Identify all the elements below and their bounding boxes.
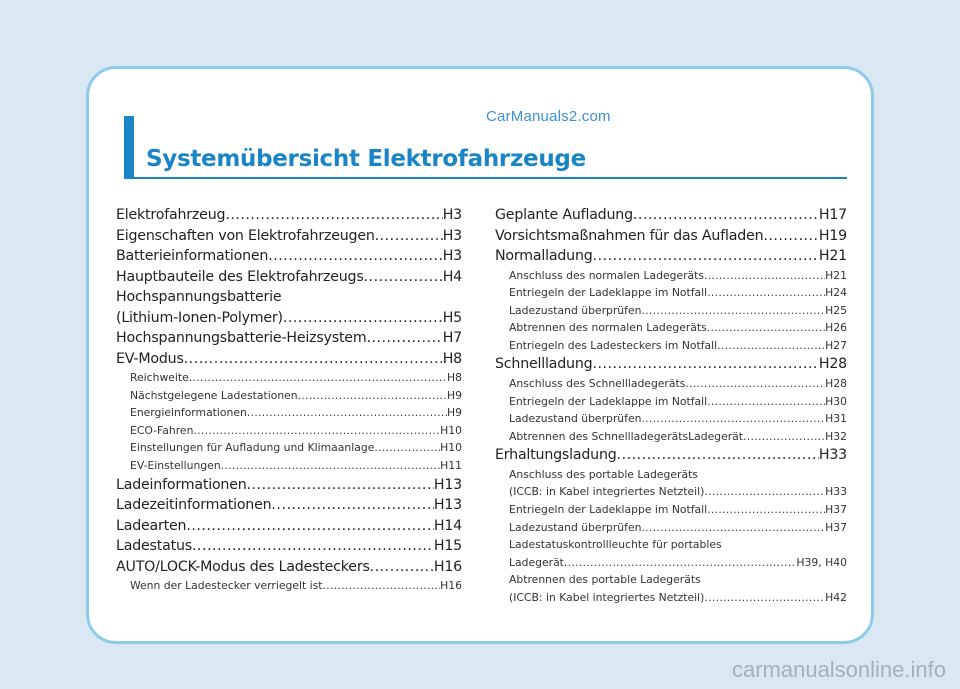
toc-dot-leader	[375, 226, 443, 247]
toc-entry-label: Hauptbauteile des Elektrofahrzeugs	[116, 268, 364, 285]
toc-entry-label: Nächstgelegene Ladestationen	[130, 388, 298, 402]
toc-dot-leader	[374, 439, 440, 457]
toc-subentry[interactable]	[116, 369, 462, 387]
toc-entry[interactable]	[495, 354, 847, 375]
toc-subentry[interactable]	[116, 387, 462, 405]
toc-entry-label: Anschluss des normalen Ladegeräts	[509, 268, 704, 282]
toc-dot-leader	[704, 483, 825, 501]
toc-entry-label: Ladearten	[116, 517, 187, 534]
toc-left-column	[116, 205, 462, 595]
toc-subentry[interactable]	[495, 319, 847, 337]
toc-entry-label: Ladezustand überprüfen	[509, 303, 642, 317]
toc-page-number: H30	[825, 394, 847, 408]
toc-dot-leader	[271, 495, 433, 516]
toc-subentry[interactable]	[495, 428, 847, 446]
toc-subentry[interactable]	[495, 284, 847, 302]
toc-page-number: H4	[442, 268, 462, 285]
toc-entry-label: Hochspannungsbatterie-Heizsystem	[116, 330, 367, 346]
watermark-top: CarManuals2.com	[486, 108, 611, 125]
toc-entry[interactable]	[116, 246, 462, 267]
toc-dot-leader	[189, 369, 447, 387]
toc-subentry[interactable]	[116, 422, 462, 440]
toc-entry[interactable]	[495, 226, 847, 247]
toc-page-number: H39, H40	[796, 555, 847, 569]
toc-entry-label: Ladezustand überprüfen	[509, 412, 642, 426]
toc-page-number: H3	[442, 207, 462, 223]
toc-entry-label: Schnellladung	[495, 356, 593, 373]
toc-entry-label: (ICCB: in Kabel integriertes Netzteil)	[509, 591, 705, 604]
toc-entry-label: Batterieinformationen	[116, 248, 269, 264]
toc-entry-label: AUTO/LOCK-Modus des Ladesteckers	[116, 558, 370, 575]
toc-entry[interactable]	[116, 308, 462, 329]
toc-entry-label: EV-Modus	[116, 350, 184, 367]
toc-entry[interactable]	[116, 328, 462, 349]
toc-entry-label: (Lithium-Ionen-Polymer)	[116, 309, 283, 326]
toc-page-number: H9	[447, 388, 462, 402]
toc-subentry[interactable]	[495, 410, 847, 428]
toc-entry[interactable]	[116, 516, 462, 537]
toc-page-number: H26	[825, 321, 847, 335]
watermark-bottom: carmanualsonline.info	[731, 657, 946, 682]
toc-subentry[interactable]	[495, 393, 847, 411]
toc-dot-leader	[633, 205, 819, 226]
toc-page-number: H16	[433, 558, 462, 575]
toc-dot-leader	[247, 404, 447, 422]
toc-page-number: H27	[825, 338, 847, 352]
toc-page-number: H37	[825, 520, 847, 534]
toc-page-number: H15	[433, 538, 462, 555]
toc-dot-leader	[593, 246, 819, 267]
toc-dot-leader	[283, 308, 443, 329]
toc-entry[interactable]	[116, 495, 462, 516]
toc-dot-leader	[707, 284, 825, 302]
toc-dot-leader	[225, 205, 442, 226]
toc-entry-label: Entriegeln des Ladesteckers im Notfall	[509, 338, 718, 352]
toc-dot-leader	[641, 302, 825, 320]
toc-subentry[interactable]	[495, 519, 847, 537]
toc-page-number: H13	[433, 476, 462, 493]
toc-dot-leader	[364, 267, 443, 288]
toc-dot-leader	[707, 501, 825, 519]
toc-entry-label: Abtrennen des SchnellladegerätsLadegerät	[509, 429, 744, 443]
toc-subentry[interactable]	[495, 267, 847, 285]
toc-page-number: H8	[442, 350, 462, 367]
toc-page-number: H5	[442, 309, 462, 326]
toc-subentry[interactable]	[495, 483, 847, 501]
toc-page-number: H3	[442, 227, 462, 244]
toc-page-number: H32	[825, 429, 847, 443]
toc-dot-leader	[298, 387, 447, 405]
toc-page-number: H28	[825, 376, 847, 390]
toc-dot-leader	[685, 375, 825, 393]
toc-page-number: H37	[825, 503, 847, 517]
toc-page-number: H11	[440, 458, 462, 472]
toc-dot-leader	[717, 337, 825, 355]
toc-page-number: H10	[440, 423, 462, 437]
toc-entry-label: Erhaltungsladung	[495, 447, 617, 464]
toc-page-number: H25	[825, 303, 847, 317]
toc-entry-label: Ladezustand überprüfen	[509, 520, 642, 534]
toc-entry-label: Einstellungen für Aufladung und Klimaanlage	[130, 441, 375, 455]
toc-page-number: H42	[825, 591, 847, 604]
toc-entry-label: Eigenschaften von Elektrofahrzeugen	[116, 227, 375, 244]
toc-subentry[interactable]	[116, 404, 462, 422]
toc-dot-leader	[704, 589, 825, 607]
toc-subentry[interactable]	[116, 457, 462, 475]
toc-page-number: H19	[818, 227, 847, 244]
toc-page-number: H14	[433, 517, 462, 534]
toc-right-column	[495, 205, 847, 607]
toc-dot-leader	[323, 577, 441, 595]
toc-entry[interactable]	[116, 267, 462, 288]
toc-dot-leader	[617, 445, 819, 466]
toc-entry-label: Energieinformationen	[130, 406, 247, 420]
toc-page-number: H13	[433, 497, 462, 514]
toc-page-number: H10	[440, 441, 462, 455]
toc-entry[interactable]	[116, 475, 462, 496]
toc-subentry[interactable]	[495, 501, 847, 519]
toc-dot-leader	[192, 536, 434, 557]
toc-entry-label: Ladestatuskontrollleuchte für portables	[509, 538, 722, 552]
toc-entry-label: Normalladung	[495, 248, 593, 264]
toc-entry-label: Entriegeln der Ladeklappe im Notfall	[509, 286, 708, 300]
toc-page-number: H24	[825, 286, 847, 300]
toc-entry[interactable]	[116, 205, 462, 226]
title-divider	[124, 177, 847, 179]
toc-entry[interactable]	[116, 226, 462, 247]
page-title: Systemübersicht Elektrofahrzeuge	[146, 146, 586, 172]
toc-page-number: H21	[818, 248, 847, 264]
toc-entry-label: Abtrennen des normalen Ladegeräts	[509, 321, 707, 335]
toc-entry-label: Vorsichtsmaßnahmen für das Aufladen	[495, 227, 764, 244]
toc-entry-label: Ladegerät	[509, 555, 564, 569]
toc-entry-label: Abtrennen des portable Ladegeräts	[509, 573, 701, 587]
toc-page-number: H28	[818, 356, 847, 373]
toc-entry[interactable]	[495, 445, 847, 466]
toc-dot-leader	[564, 554, 796, 572]
toc-page-number: H31	[825, 412, 847, 426]
toc-dot-leader	[370, 557, 434, 578]
toc-page-number: H3	[442, 248, 462, 264]
toc-dot-leader	[641, 410, 825, 428]
toc-dot-leader	[707, 319, 825, 337]
toc-page-number: H16	[440, 579, 462, 593]
toc-page-number: H7	[442, 330, 462, 346]
toc-entry-label: Ladestatus	[116, 538, 192, 555]
toc-entry-label: Geplante Aufladung	[495, 207, 633, 223]
toc-dot-leader	[193, 422, 440, 440]
toc-dot-leader	[366, 328, 442, 349]
toc-entry-label: (ICCB: in Kabel integriertes Netzteil)	[509, 485, 705, 499]
toc-entry-label: Anschluss des portable Ladegeräts	[509, 467, 698, 481]
toc-page-number: H21	[825, 268, 847, 282]
toc-entry-label: EV-Einstellungen	[130, 458, 221, 472]
toc-subentry[interactable]	[116, 439, 462, 457]
toc-entry-label: Entriegeln der Ladeklappe im Notfall	[509, 394, 708, 408]
toc-subentry[interactable]	[495, 589, 847, 607]
toc-subentry[interactable]	[495, 337, 847, 355]
toc-dot-leader	[641, 519, 825, 537]
toc-entry[interactable]	[495, 205, 847, 226]
toc-entry-label: Ladeinformationen	[116, 476, 247, 493]
toc-subentry[interactable]	[116, 577, 462, 595]
toc-entry-label: ECO-Fahren	[130, 423, 194, 437]
toc-dot-leader	[592, 354, 818, 375]
toc-entry[interactable]	[116, 536, 462, 557]
toc-dot-leader	[184, 349, 443, 370]
toc-page-number: H33	[818, 447, 847, 464]
toc-entry-label: Anschluss des Schnellladegeräts	[509, 376, 686, 390]
toc-page-number: H9	[447, 406, 462, 420]
toc-page-number: H17	[818, 207, 847, 223]
toc-dot-leader	[221, 457, 440, 475]
toc-subentry[interactable]	[495, 375, 847, 393]
toc-dot-leader	[743, 428, 825, 446]
toc-dot-leader	[247, 475, 434, 496]
toc-entry[interactable]	[116, 349, 462, 370]
toc-page-number: H8	[447, 371, 462, 384]
toc-subentry[interactable]	[495, 554, 847, 572]
toc-dot-leader	[707, 393, 825, 411]
toc-dot-leader	[268, 246, 443, 267]
title-accent-bar	[124, 116, 134, 178]
toc-entry-label: Reichweite	[130, 371, 189, 384]
toc-dot-leader	[704, 267, 825, 285]
toc-entry-label: Ladezeitinformationen	[116, 497, 272, 514]
toc-dot-leader	[763, 226, 819, 247]
toc-entry[interactable]	[495, 246, 847, 267]
toc-entry-label: Elektrofahrzeug	[116, 207, 226, 223]
toc-entry[interactable]	[116, 557, 462, 578]
toc-page-number: H33	[825, 485, 847, 499]
toc-subentry[interactable]	[495, 302, 847, 320]
toc-dot-leader	[186, 516, 434, 537]
toc-entry-label: Entriegeln der Ladeklappe im Notfall	[509, 503, 708, 517]
toc-entry-label: Wenn der Ladestecker verriegelt ist	[130, 579, 323, 593]
toc-entry-label: Hochspannungsbatterie	[116, 289, 282, 305]
